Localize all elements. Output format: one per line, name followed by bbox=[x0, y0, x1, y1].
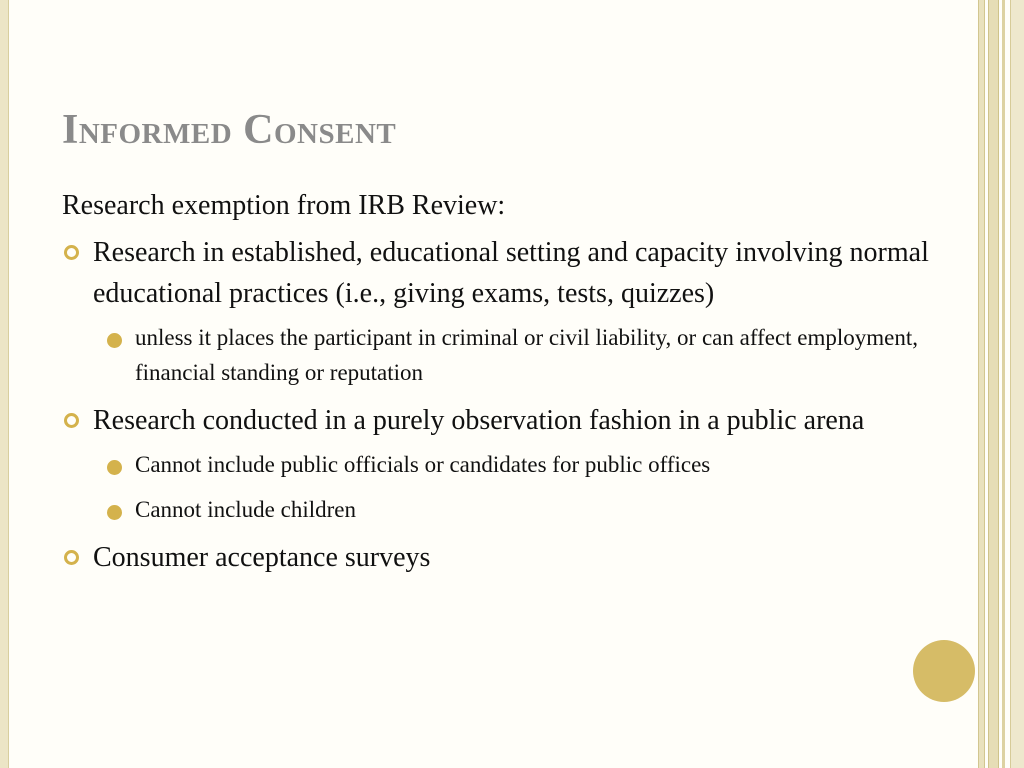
bullet-text: Research in established, educational setting and capacity involving normal educational practices (i.e., giving exams, tests, quizzes) bbox=[93, 237, 929, 309]
left-border-rule bbox=[0, 0, 9, 768]
sub-bullet-item bbox=[93, 492, 962, 527]
sub-bullet-text: unless it places the participant in criminal or civil liability, or can affect employment, financial standing or reputation bbox=[135, 325, 919, 385]
slide-title: Informed Consent bbox=[62, 107, 397, 153]
sub-bullet-text: Cannot include public officials or candidates for public offices bbox=[135, 452, 711, 477]
border-stripe bbox=[978, 0, 985, 768]
sub-bullet-list bbox=[93, 320, 962, 390]
bullet-item bbox=[62, 232, 962, 390]
bullet-list bbox=[62, 232, 962, 578]
sub-bullet-item bbox=[93, 320, 962, 390]
dot-bullet-icon bbox=[107, 333, 122, 348]
ring-bullet-icon bbox=[64, 413, 79, 428]
border-stripe bbox=[1010, 0, 1024, 768]
sub-bullet-text: Cannot include children bbox=[135, 497, 356, 522]
intro-text: Research exemption from IRB Review: bbox=[62, 190, 506, 221]
bullet-text: Consumer acceptance surveys bbox=[93, 542, 431, 573]
bullet-item bbox=[62, 400, 962, 527]
bullet-item bbox=[62, 537, 962, 578]
sub-bullet-item bbox=[93, 447, 962, 482]
decorative-circle bbox=[913, 640, 975, 702]
right-border-rules bbox=[976, 0, 1024, 768]
border-stripe bbox=[988, 0, 999, 768]
ring-bullet-icon bbox=[64, 245, 79, 260]
dot-bullet-icon bbox=[107, 460, 122, 475]
border-stripe bbox=[1002, 0, 1005, 768]
dot-bullet-icon bbox=[107, 505, 122, 520]
ring-bullet-icon bbox=[64, 550, 79, 565]
slide-content bbox=[62, 186, 962, 580]
sub-bullet-list bbox=[93, 447, 962, 527]
bullet-text: Research conducted in a purely observation fashion in a public arena bbox=[93, 405, 865, 436]
